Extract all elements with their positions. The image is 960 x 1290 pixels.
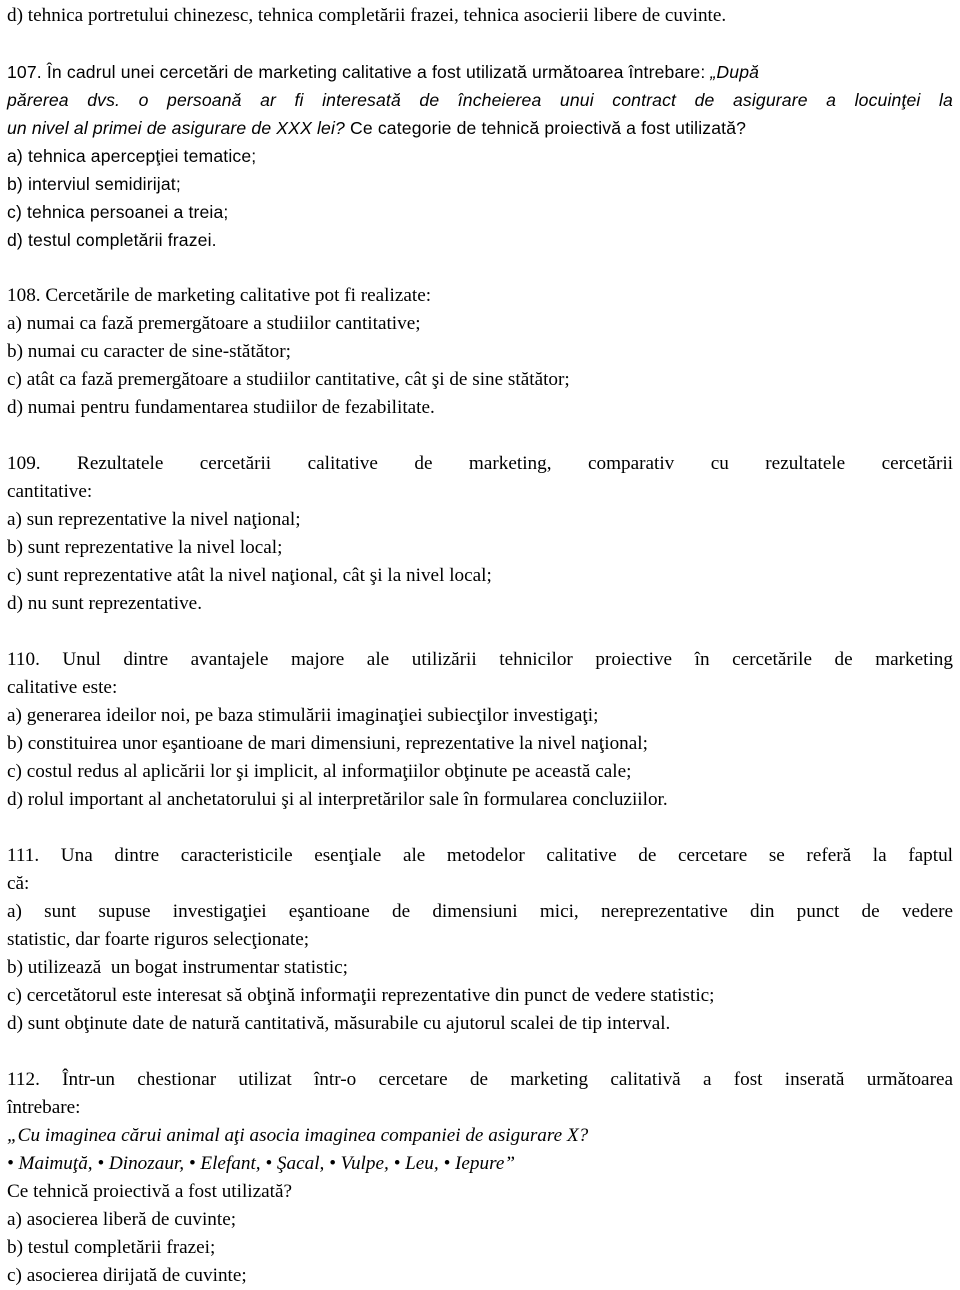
question-112-option-a: a) asocierea liberă de cuvinte; — [7, 1209, 237, 1230]
question-112-quote-line-2: • Maimuţă, • Dinozaur, • Elefant, • Şacal, • Vulpe, • Leu, • Iepure” — [7, 1153, 516, 1174]
question-108-text: 108. Cercetările de marketing calitative pot fi realizate: — [7, 285, 432, 306]
question-109-option-a: a) sun reprezentative la nivel naţional; — [7, 509, 301, 530]
question-110-option-c: c) costul redus al aplicării lor şi implicit, al informaţiilor obţinute pe această cale; — [7, 761, 632, 782]
question-112-text-line-3: Ce tehnică proiectivă a fost utilizată? — [7, 1181, 293, 1202]
question-111 — [7, 842, 953, 1038]
question-109-text-line-1: 109. Rezultatele cercetării calitative de marketing, comparativ cu rezultatele cercetării — [7, 453, 953, 474]
question-107 — [7, 58, 953, 254]
spacer — [7, 422, 953, 450]
question-110 — [7, 646, 953, 814]
spacer — [7, 30, 953, 58]
spacer — [7, 1038, 953, 1066]
question-107-option-d: d) testul completării frazei. — [7, 230, 217, 250]
question-107-option-b: b) interviul semidirijat; — [7, 174, 181, 194]
question-108-option-b: b) numai cu caracter de sine-stătător; — [7, 341, 291, 362]
question-107-option-a: a) tehnica apercepţiei tematice; — [7, 146, 257, 166]
question-110-option-b: b) constituirea unor eşantioane de mari dimensiuni, reprezentative la nivel naţional; — [7, 733, 648, 754]
question-109-option-b: b) sunt reprezentative la nivel local; — [7, 537, 283, 558]
question-111-option-c: c) cercetătorul este interesat să obţină informaţii reprezentative din punct de vedere statistic; — [7, 985, 715, 1006]
question-112-option-b: b) testul completării frazei; — [7, 1237, 216, 1258]
question-112-quote-line-1: „Cu imaginea cărui animal aţi asocia imaginea companiei de asigurare X? — [7, 1125, 589, 1146]
question-111-option-d: d) sunt obţinute date de natură cantitativă, măsurabile cu ajutorul scalei de tip interval. — [7, 1013, 671, 1034]
question-111-option-a-line-2: statistic, dar foarte riguros selecţionate; — [7, 929, 310, 950]
question-111-text-line-2: că: — [7, 873, 30, 894]
question-109-option-c: c) sunt reprezentative atât la nivel naţional, cât şi la nivel local; — [7, 565, 492, 586]
previous-question-option-d: d) tehnica portretului chinezesc, tehnica completării frazei, tehnica asocierii libere de cuvinte. — [7, 5, 727, 26]
question-112 — [7, 1066, 953, 1290]
question-111-option-a-line-1: a) sunt supuse investigaţiei eşantioane de dimensiuni mici, nereprezentative din punct de vedere — [7, 901, 953, 922]
question-111-text-line-1: 111. Una dintre caracteristicile esenţiale ale metodelor calitative de cercetare se referă la faptul — [7, 845, 953, 866]
document-page — [7, 2, 953, 1290]
question-110-option-a: a) generarea ideilor noi, pe baza stimulării imaginaţiei subiecţilor investigaţi; — [7, 705, 599, 726]
question-108-option-c: c) atât ca fază premergătoare a studiilor cantitative, cât şi de sine stătător; — [7, 369, 570, 390]
question-112-text-line-2: întrebare: — [7, 1097, 81, 1118]
spacer — [7, 814, 953, 842]
question-112-option-c: c) asocierea dirijată de cuvinte; — [7, 1265, 247, 1286]
question-107-quote-line: părerea dvs. o persoană ar fi interesată de încheierea unui contract de asigurare a locuinţei la — [7, 90, 953, 110]
question-107-quote-start: „După — [710, 62, 760, 82]
question-107-prompt: Ce categorie de tehnică proiectivă a fost utilizată? — [344, 118, 747, 138]
question-108-option-a: a) numai ca fază premergătoare a studiilor cantitative; — [7, 313, 421, 334]
spacer — [7, 254, 953, 282]
question-110-text-line-1: 110. Unul dintre avantajele majore ale utilizării tehnicilor proiective în cercetările de marketing — [7, 649, 953, 670]
question-108-option-d: d) numai pentru fundamentarea studiilor de fezabilitate. — [7, 397, 435, 418]
question-111-option-b: b) utilizează un bogat instrumentar statistic; — [7, 957, 349, 978]
question-109-text-line-2: cantitative: — [7, 481, 93, 502]
spacer — [7, 618, 953, 646]
question-109 — [7, 450, 953, 618]
question-107-intro: 107. În cadrul unei cercetări de marketing calitative a fost utilizată următoarea întrebare: — [7, 62, 711, 82]
question-110-text-line-2: calitative este: — [7, 677, 118, 698]
question-109-option-d: d) nu sunt reprezentative. — [7, 593, 202, 614]
question-108 — [7, 282, 953, 422]
question-112-text-line-1: 112. Într-un chestionar utilizat într-o cercetare de marketing calitativă a fost inserată următoarea — [7, 1069, 953, 1090]
question-107-option-c: c) tehnica persoanei a treia; — [7, 202, 229, 222]
question-110-option-d: d) rolul important al anchetatorului şi al interpretărilor sale în formularea concluziilor. — [7, 789, 668, 810]
question-107-quote-end: un nivel al primei de asigurare de XXX lei? — [7, 118, 345, 138]
question-107-text-line-1 — [7, 58, 953, 86]
question-107-text-line-3 — [7, 114, 953, 142]
